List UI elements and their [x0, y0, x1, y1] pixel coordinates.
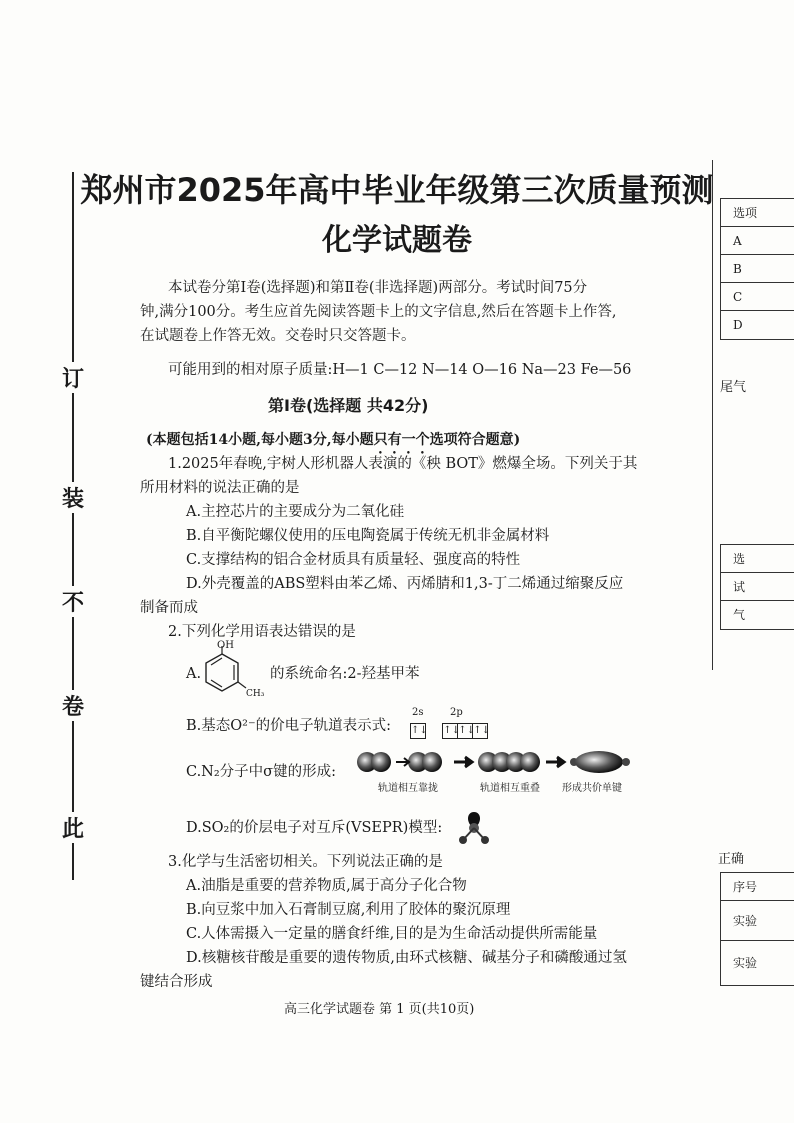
q3-option-d-2: 键结合形成: [140, 974, 213, 990]
atomic-masses: 可能用到的相对原子质量:H—1 C—12 N—14 O—16 Na—23 Fe—56: [168, 362, 632, 378]
section-title: 第Ⅰ卷(选择题 共42分): [268, 396, 429, 415]
intro-line-1: 本试卷分第Ⅰ卷(选择题)和第Ⅱ卷(非选择题)两部分。考试时间75分: [168, 280, 588, 296]
page-title: 郑州市2025年高中毕业年级第三次质量预测: [80, 171, 714, 209]
so2-vsepr-model: [454, 808, 494, 848]
q2-option-b-text: B.基态O²⁻的价电子轨道表示式:: [186, 718, 392, 734]
orbital-box-2p-1: ↑↓: [442, 723, 458, 739]
sigma-caption-2: 轨道相互重叠: [480, 783, 540, 794]
q1-option-b: B.自平衡陀螺仪使用的压电陶瓷属于传统无机非金属材料: [186, 528, 550, 544]
q2-option-d-text: D.SO₂的价层电子对互斥(VSEPR)模型:: [186, 820, 443, 836]
sigma-caption-1: 轨道相互靠拢: [378, 783, 438, 794]
page-footer: 高三化学试题卷 第 1 页(共10页): [284, 1002, 475, 1017]
q1-option-d-2: 制备而成: [140, 600, 198, 616]
intro-line-2: 钟,满分100分。考生应首先阅读答题卡上的文字信息,然后在答题卡上作答,: [140, 304, 617, 320]
binding-char-4: 卷: [58, 690, 88, 721]
orbital-diagram: [410, 720, 488, 739]
orbital-2p-label: 2p: [450, 707, 463, 718]
side-table-lab: 选 试 气: [720, 544, 794, 630]
binding-char-1: 订: [58, 362, 88, 393]
side-correct-label: 正确: [718, 852, 745, 867]
o-cresol-oh: OH: [217, 640, 234, 651]
sigma-bond-formation-figure: [356, 748, 636, 784]
o-cresol-ch3: CH₃: [246, 689, 265, 699]
sigma-caption-3: 形成共价单键: [562, 783, 622, 794]
q3-option-a: A.油脂是重要的营养物质,属于高分子化合物: [186, 878, 467, 894]
q2-option-a-text: 的系统命名:2-羟基甲苯: [270, 666, 420, 682]
q1-stem-2: 所用材料的说法正确的是: [140, 480, 300, 496]
q3-stem: 3.化学与生活密切相关。下列说法正确的是: [168, 854, 443, 870]
q3-option-b: B.向豆浆中加入石膏制豆腐,利用了胶体的聚沉原理: [186, 902, 511, 918]
side-table-options: 选项 A B C D: [720, 198, 794, 340]
page-subtitle: 化学试题卷: [322, 223, 472, 258]
q1-option-a: A.主控芯片的主要成分为二氧化硅: [186, 504, 405, 520]
q1-option-c: C.支撑结构的铝合金材质具有质量轻、强度高的特性: [186, 552, 521, 568]
q3-option-d-1: D.核糖核苷酸是重要的遗传物质,由环式核糖、碱基分子和磷酸通过氢: [186, 950, 627, 966]
binding-char-2: 装: [58, 482, 88, 513]
q2-option-c-text: C.N₂分子中σ键的形成:: [186, 764, 336, 780]
section-note: (本题包括14小题,每小题3分,每小题只有一个选项符合题意): [146, 432, 521, 448]
orbital-box-2s: ↑↓: [410, 723, 426, 739]
binding-line: [72, 172, 74, 880]
orbital-box-2p-2: ↑↓: [458, 723, 473, 739]
orbital-box-2p-3: ↑↓: [473, 723, 488, 739]
section-note-emphasis: 只有一个: [373, 432, 430, 448]
q2-stem: 2.下列化学用语表达错误的是: [168, 624, 356, 640]
q3-option-c: C.人体需摄入一定量的膳食纤维,目的是为生命活动提供所需能量: [186, 926, 598, 942]
q2-option-a-label: A.: [186, 666, 202, 682]
side-table-exp: 序号 实验 实验: [720, 872, 794, 986]
binding-char-3: 不: [58, 586, 88, 617]
side-tail-text: 尾气: [720, 380, 747, 395]
q1-option-d-1: D.外壳覆盖的ABS塑料由苯乙烯、丙烯腈和1,3-丁二烯通过缩聚反应: [186, 576, 624, 592]
intro-line-3: 在试题卷上作答无效。交卷时只交答题卡。: [140, 328, 416, 344]
q1-stem-1: 1.2025年春晚,宇树人形机器人表演的《秧 BOT》燃爆全场。下列关于其: [168, 456, 638, 472]
binding-char-5: 此: [58, 812, 88, 843]
orbital-2s-label: 2s: [412, 707, 424, 718]
